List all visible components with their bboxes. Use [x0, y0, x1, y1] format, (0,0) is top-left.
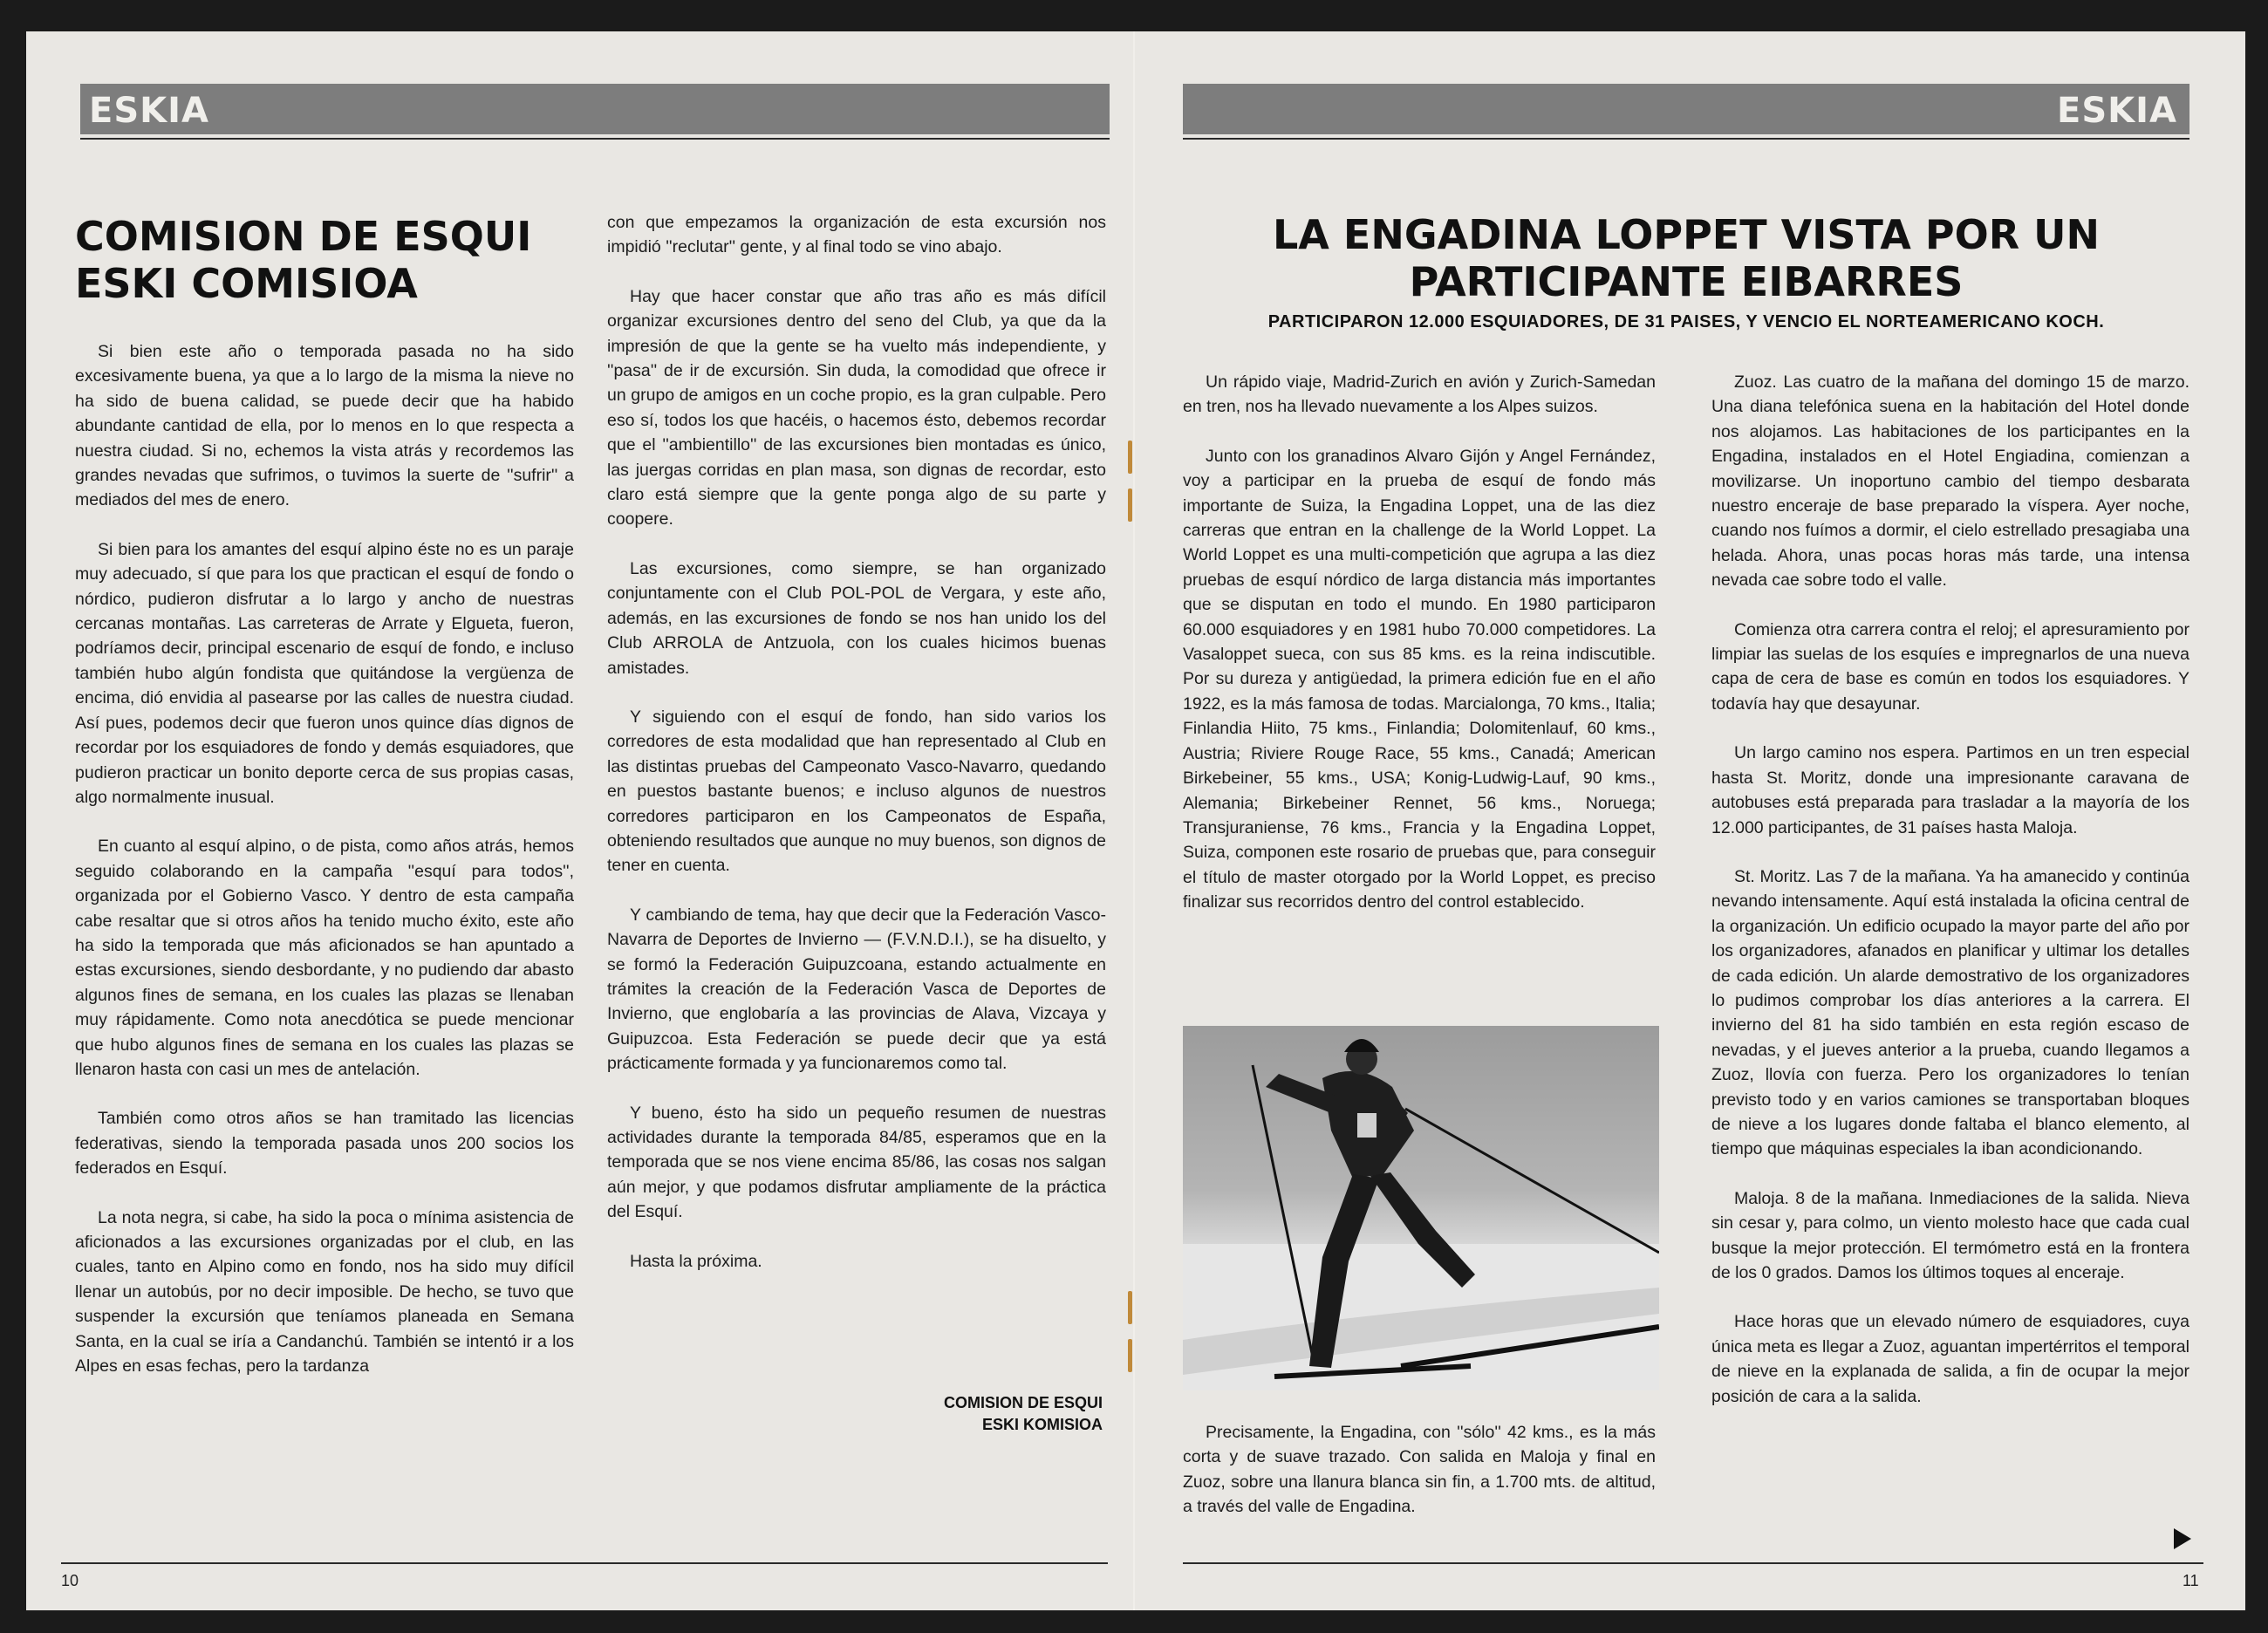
paragraph: Comienza otra carrera contra el reloj; el apresuramiento por limpiar las suelas de los esquíes e impregnarlos de una nueva capa de cera de base es común en todos los esquiadores. Y todavía hay que desayunar. — [1711, 619, 2189, 714]
paragraph: Un largo camino nos espera. Partimos en un tren especial hasta St. Moritz, donde una impresionante caravana de autobuses está preparada para trasladar a la mayoría de los 12.000 participantes, de 31 países hasta Maloja. — [1711, 743, 2189, 837]
paragraph: La nota negra, si cabe, ha sido la poca o mínima asistencia de aficionados a las excursiones organizadas por el club, en las cuales, tanto en Alpino como en fondo, nos ha sido muy difícil llenar un autobús, por no decir imposible. De hecho, se tuvo que suspender la excursión que teníamos planeada en Semana Santa, en la cual se iría a Candanchú. También se intentó ir a los Alpes en esas fechas, pero la tardanza — [75, 1207, 574, 1377]
headline-line-1: COMISION DE ESQUI — [75, 213, 532, 260]
paragraph: Precisamente, la Engadina, con ''sólo'' 42 kms., es la más corta y de suave trazado. Con salida en Maloja y final en Zuoz, sobre una llanura blanca sin fin, a 1.700 mts. de altitud, a través del valle de Engadina. — [1183, 1423, 1656, 1517]
paragraph: Hasta la próxima. — [630, 1251, 762, 1271]
staple — [1128, 441, 1132, 474]
paragraph: Un rápido viaje, Madrid-Zurich en avión y Zurich-Samedan en tren, nos ha llevado nuevamente a los Alpes suizos. — [1183, 372, 1656, 417]
paragraph: Maloja. 8 de la mañana. Inmediaciones de la salida. Nieva sin cesar y, para colmo, un viento molesto hace que cada cual busque la mejor protección. El termómetro está en la frontera de los 0 grados. Damos los últimos toques al enceraje. — [1711, 1188, 2189, 1282]
skier-illustration — [1183, 1026, 1659, 1390]
page-number: 11 — [2183, 1572, 2199, 1589]
article-column-1 — [1183, 370, 1656, 915]
paragraph: Hace horas que un elevado número de esquiadores, cuya única meta es llegar a Zuoz, aguantan impertérritos el temporal de nieve en la explanada de salida, a fin de ocupar la mejor posición de cara a la salida. — [1711, 1312, 2189, 1406]
paragraph: Junto con los granadinos Alvaro Gijón y Angel Fernández, voy a participar en la prueba de esquí de fondo más importante de Suiza, la Engadina Loppet, una de las diez carreras que entran en la challenge de la World Loppet. La World Loppet es una multi-competición que agrupa a las diez pruebas de esquí nórdico de larga distancia más importantes que se disputan en todo el mundo. En 1980 participaron 60.000 esquiadores y en 1981 hubo 70.000 competidores. La Vasaloppet sueca, con sus 85 kms. es la reina indiscutible. Por su dureza y antigüedad, la primera edición fue en el año 1922, es la más famosa de todas. Marcialonga, 70 kms., Italia; Finlandia Hiito, 75 kms., Finlandia; Dolomitenlauf, 60 kms., Austria; Riviere Rouge Race, 55 kms., Canadá; American Birkebeiner, 55 kms., USA; Konig-Ludwig-Lauf, 90 kms., Alemania; Birkebeiner Rennet, 56 kms., Noruega; Transjuraniense, 76 kms., Francia y la Engadina Loppet, Suiza, componen este rosario de pruebas que, para conseguir el título de master otorgado por la World Loppet, es preciso finalizar sus recorridos dentro del control establecido. — [1183, 446, 1656, 912]
staple — [1128, 489, 1132, 522]
paragraph: Zuoz. Las cuatro de la mañana del domingo 15 de marzo. Una diana telefónica suena en la habitación del Hotel donde nos alojamos. Las habitaciones de los participantes en la Engadina, instalados en el Hotel Engiadina, comienzan a movilizarse. Un inoportuno cambio del tiempo desbarata nuestro enceraje de base preparado la víspera. Ayer noche, cuando nos fuímos a dormir, el cielo estrellado presagiaba una helada. Ahora, unas pocas horas más tarde, una intensa nevada cae sobre todo el valle. — [1711, 372, 2189, 591]
paragraph: También como otros años se han tramitado las licencias federativas, siendo la temporada pasada unos 200 socios los federados en Esquí. — [75, 1109, 574, 1179]
article-column-2 — [1711, 370, 2189, 1409]
article-column-1-continued — [1183, 1420, 1656, 1520]
headline-line-2: PARTICIPANTE EIBARRES — [1409, 258, 1964, 305]
paragraph: St. Moritz. Las 7 de la mañana. Ya ha amanecido y continúa nevando intensamente. Aquí está instalada la oficina central de la organización. Un edificio ocupado la mayor parte del año por los organizadores, afanados en planificar y ultimar los detalles de cada edición. Un alarde demostrativo de los organizadores lo pudimos comprobar los días anteriores a la carrera. El invierno del 81 ha sido también en esta región escaso de nevadas, y el jueves anterior a la prueba, cuando llegamos a Zuoz, llovía con fuerza. Pero los organizadores lo tenían previsto todo y en varios camiones se transportaban bloques de nieve a los lugares donde faltaba el blanco elemento, al tiempo que máquinas especiales la iban acondicionando. — [1711, 866, 2189, 1159]
subheadline: PARTICIPARON 12.000 ESQUIADORES, DE 31 PAISES, Y VENCIO EL NORTEAMERICANO KOCH. — [1267, 312, 2105, 331]
right-page — [1136, 31, 2245, 1610]
paragraph: Las excursiones, como siempre, se han organizado conjuntamente con el Club POL-POL de Vergara, y este año, además, en las excursiones de fondo se nos han unido los del Club ARROLA de Antzuola, con los cuales hicimos buenas amistades. — [607, 558, 1106, 678]
skier-photo — [1183, 1026, 1659, 1390]
continue-arrow-icon — [2174, 1528, 2191, 1549]
paragraph: Si bien para los amantes del esquí alpino éste no es un paraje muy adecuado, sí que para los que practican el esquí de fondo o nórdico, pudieron disfrutar a lo largo y ancho de nuestras cercanas montañas. Las carreteras de Arrate y Elgueta, fueron, podríamos decir, principal escenario de esquí de fondo, e incluso también hubo algún fondista que quitándose la vergüenza de encima, dió envidia al pasearse por las calles de nuestra ciudad. Así pues, podemos decir que fueron unos quince días dignos de recordar por los esquiadores de fondo y demás esquiadores, que pudieron practicar un bonito deporte cerca de sus propias casas, algo normalmente inusual. — [75, 539, 574, 807]
signature-line-1: COMISION DE ESQUI — [943, 1394, 1103, 1411]
banner-rule — [1183, 138, 2189, 140]
section-banner — [1183, 84, 2189, 134]
left-page — [26, 31, 1132, 1610]
signature-line-2: ESKI KOMISIOA — [981, 1416, 1103, 1433]
page-number: 10 — [61, 1572, 79, 1589]
paragraph: Y bueno, ésto ha sido un pequeño resumen de nuestras actividades durante la temporada 84/85, esperamos que en la temporada que se nos viene encima 85/86, las cosas nos salgan aún mejor, y que podamos disfrutar ampliamente de la práctica del Esquí. — [607, 1103, 1106, 1222]
footer-rule — [61, 1562, 1108, 1564]
paragraph: Y cambiando de tema, hay que decir que la Federación Vasco-Navarra de Deportes de Invierno — (F.V.N.D.I.), se ha disuelto, y se formó la Federación Guipuzcoana, estando actualmente en trámites la creación de la Federación Vasca de Deportes de Invierno, que englobaría a las provincias de Alava, Vizcaya y Guipuzcoa. Esta Federación se puede decir que ya está prácticamente formada y ya funcionaremos como tal. — [607, 905, 1106, 1074]
paragraph: con que empezamos la organización de esta excursión nos impidió ''reclutar'' gente, y al final todo se vino abajo. — [607, 213, 1106, 257]
article-column-1 — [75, 339, 574, 1378]
paragraph: Si bien este año o temporada pasada no ha sido excesivamente buena, ya que a lo largo de la misma la nieve no ha sido de buena calidad, se puede decir que ha habido abundante cantidad de ella, por lo menos en lo que respecta a nuestra ciudad. Si no, echemos la vista atrás y recordemos las grandes nevadas que sufrimos, o tuvimos la suerte de ''sufrir'' a mediados del mes de enero. — [75, 342, 574, 510]
headline-line-1: LA ENGADINA LOPPET VISTA POR UN — [1272, 211, 2100, 258]
staple — [1128, 1339, 1132, 1372]
staple — [1128, 1291, 1132, 1324]
paragraph: Hay que hacer constar que año tras año es más difícil organizar excursiones dentro del seno del Club, ya que da la impresión de que la gente se ha vuelto más independiente, y ''pasa'' de ir de excursión. Sin duda, la comodidad que ofrece ir un grupo de amigos en un coche propio, es la gran culpable. Pero eso sí, todos los que hacéis, o hacemos ésto, debemos recordar que el ''ambientillo'' de las excursiones bien montadas es único, las juergas corridas en plan masa, son dignas de recordar, esto claro está siempre que la gente ponga algo de su parte y coopere. — [607, 286, 1106, 530]
footer-rule — [1183, 1562, 2203, 1564]
paragraph: Y siguiendo con el esquí de fondo, han sido varios los corredores de esta modalidad que han representado al Club en las distintas pruebas del Campeonato Vasco-Navarro, quedando en puestos bastante buenos; e incluso algunos de nuestros corredores participaron en los Campeonatos de España, obteniendo resultados que aunque no muy buenos, son dignos de tener en cuenta. — [607, 707, 1106, 876]
section-label: ESKIA — [2057, 91, 2177, 131]
page-title — [1183, 211, 2189, 305]
section-banner — [80, 84, 1110, 134]
banner-rule — [80, 138, 1110, 140]
headline-line-2: ESKI COMISIOA — [75, 260, 418, 307]
section-label: ESKIA — [89, 91, 209, 131]
paragraph: En cuanto al esquí alpino, o de pista, como años atrás, hemos seguido colaborando en la campaña ''esquí para todos'', organizada por el Gobierno Vasco. Y dentro de esta campaña cabe resaltar que si otros años ha tenido mucho éxito, este año ha sido la temporada que más aficionados se han apuntado a estas excursiones, siendo desbordante, y no pudiendo dar abasto algunos fines de semana, en los cuales las plazas se llenaban muy rápidamente. Como nota anecdótica se puede mencionar que hubo algunos fines de semana en los cuales las plazas se llenaron hasta con casi un mes de antelación. — [75, 837, 574, 1079]
signature — [811, 1392, 1103, 1436]
page-title — [75, 213, 564, 307]
article-column-2 — [607, 210, 1106, 1274]
